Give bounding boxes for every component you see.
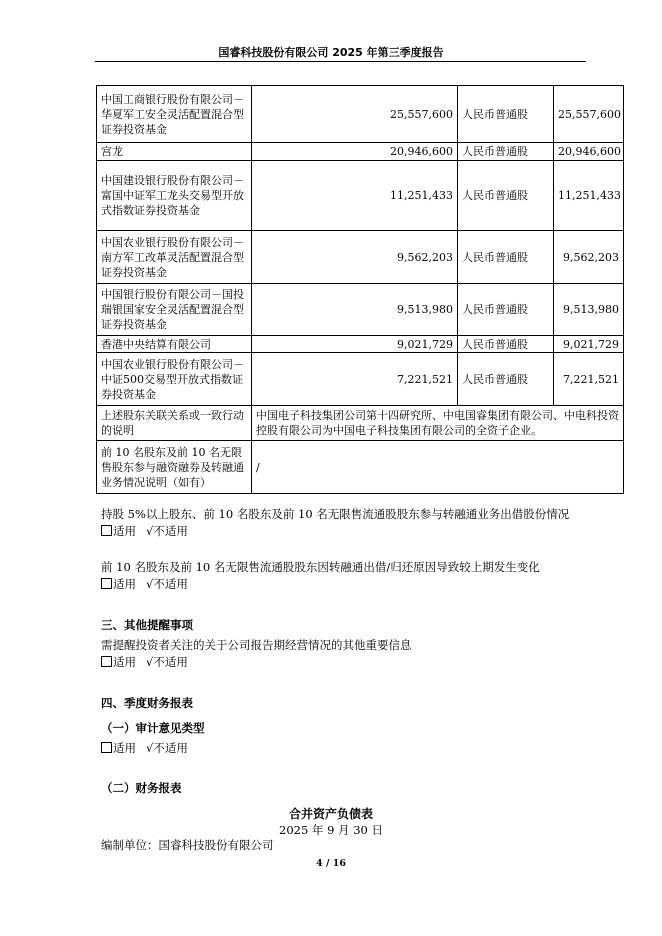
option-applicable: 适用 bbox=[113, 741, 136, 755]
shareholder-name: 中国农业银行股份有限公司－中证500交易型开放式指数证券投资基金 bbox=[97, 353, 252, 406]
share-count: 11,251,433 bbox=[554, 161, 624, 231]
unchecked-box-icon bbox=[101, 656, 112, 667]
preparing-entity: 编制单位：国睿科技股份有限公司 bbox=[101, 838, 274, 852]
change-options bbox=[101, 576, 188, 592]
financial-statements-heading: （二）财务报表 bbox=[101, 781, 182, 795]
table-row bbox=[97, 336, 624, 353]
option-not-applicable: √不适用 bbox=[146, 524, 188, 538]
shareholder-name: 中国农业银行股份有限公司－南方军工改革灵活配置混合型证券投资基金 bbox=[97, 231, 252, 284]
share-type: 人民币普通股 bbox=[458, 86, 554, 143]
share-type: 人民币普通股 bbox=[458, 353, 554, 406]
related-note-value: 中国电子科技集团公司第十四研究所、中电国睿集团有限公司、中电科投资控股有限公司为中国电子科技集团有限公司的全资子企业。 bbox=[252, 406, 624, 441]
share-type: 人民币普通股 bbox=[458, 336, 554, 353]
audit-opinion-heading: （一）审计意见类型 bbox=[101, 721, 205, 735]
option-applicable: 适用 bbox=[113, 577, 136, 591]
option-not-applicable: √不适用 bbox=[146, 655, 188, 669]
other-matters-text: 需提醒投资者关注的关于公司报告期经营情况的其他重要信息 bbox=[101, 638, 412, 652]
table-row bbox=[97, 406, 624, 441]
share-count: 9,513,980 bbox=[554, 284, 624, 336]
section-heading-financials: 四、季度财务报表 bbox=[101, 696, 193, 710]
share-type: 人民币普通股 bbox=[458, 161, 554, 231]
shareholder-name: 中国银行股份有限公司－国投瑞银国家安全灵活配置混合型证券投资基金 bbox=[97, 284, 252, 336]
share-count: 25,557,600 bbox=[554, 86, 624, 143]
shareholder-table bbox=[96, 85, 624, 494]
lending-statement: 持股 5%以上股东、前 10 名股东及前 10 名无限售流通股股东参与转融通业务出借股份情况 bbox=[101, 507, 570, 521]
shares-held: 9,562,203 bbox=[252, 231, 458, 284]
table-row bbox=[97, 231, 624, 284]
margin-note-value: / bbox=[252, 441, 624, 494]
option-not-applicable: √不适用 bbox=[146, 741, 188, 755]
related-note-label: 上述股东关联关系或一致行动的说明 bbox=[97, 406, 252, 441]
shares-held: 11,251,433 bbox=[252, 161, 458, 231]
share-type: 人民币普通股 bbox=[458, 231, 554, 284]
unchecked-box-icon bbox=[101, 578, 112, 589]
share-type: 人民币普通股 bbox=[458, 284, 554, 336]
option-applicable: 适用 bbox=[113, 655, 136, 669]
option-applicable: 适用 bbox=[113, 524, 136, 538]
table-row bbox=[97, 161, 624, 231]
statement-title: 合并资产负债表 bbox=[288, 807, 373, 821]
shares-held: 7,221,521 bbox=[252, 353, 458, 406]
table-row bbox=[97, 86, 624, 143]
header-divider bbox=[95, 61, 586, 62]
option-not-applicable: √不适用 bbox=[146, 577, 188, 591]
audit-options bbox=[101, 740, 188, 756]
unchecked-box-icon bbox=[101, 742, 112, 753]
share-count: 7,221,521 bbox=[554, 353, 624, 406]
table-row bbox=[97, 143, 624, 161]
lending-options bbox=[101, 523, 188, 539]
shares-held: 9,513,980 bbox=[252, 284, 458, 336]
shareholder-name: 中国建设银行股份有限公司－富国中证军工龙头交易型开放式指数证券投资基金 bbox=[97, 161, 252, 231]
margin-note-label: 前 10 名股东及前 10 名无限售股东参与融资融券及转融通业务情况说明（如有） bbox=[97, 441, 252, 494]
table-row bbox=[97, 284, 624, 336]
shareholder-table-body bbox=[97, 86, 624, 494]
shareholder-name: 香港中央结算有限公司 bbox=[97, 336, 252, 353]
share-count: 9,562,203 bbox=[554, 231, 624, 284]
share-count: 9,021,729 bbox=[554, 336, 624, 353]
section-heading-other: 三、其他提醒事项 bbox=[101, 618, 193, 632]
table-row bbox=[97, 441, 624, 494]
change-statement: 前 10 名股东及前 10 名无限售流通股股东因转融通出借/归还原因导致较上期发生变化 bbox=[101, 560, 540, 574]
shares-held: 9,021,729 bbox=[252, 336, 458, 353]
shareholder-name: 中国工商银行股份有限公司－华夏军工安全灵活配置混合型证券投资基金 bbox=[97, 86, 252, 143]
page-number: 4 / 16 bbox=[316, 858, 346, 869]
table-row bbox=[97, 353, 624, 406]
share-type: 人民币普通股 bbox=[458, 143, 554, 161]
other-matters-options bbox=[101, 654, 188, 670]
shares-held: 20,946,600 bbox=[252, 143, 458, 161]
unchecked-box-icon bbox=[101, 525, 112, 536]
share-count: 20,946,600 bbox=[554, 143, 624, 161]
page-header: 国睿科技股份有限公司 2025 年第三季度报告 bbox=[218, 46, 444, 59]
statement-date: 2025 年 9 月 30 日 bbox=[279, 823, 383, 837]
shareholder-name: 宫龙 bbox=[97, 143, 252, 161]
shares-held: 25,557,600 bbox=[252, 86, 458, 143]
